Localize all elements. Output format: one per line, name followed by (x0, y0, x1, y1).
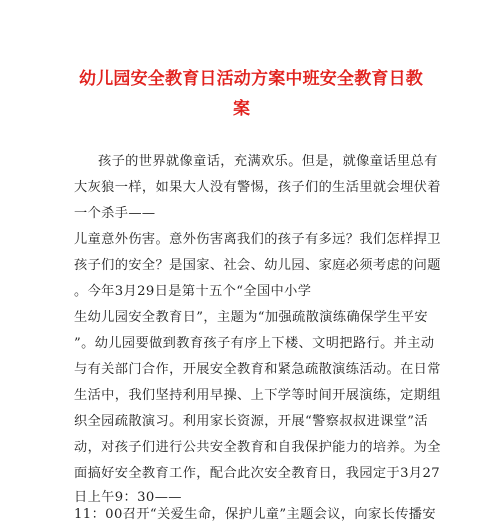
paragraph-line-15: 11：00召开“关爱生命，保护儿童”主题会议，向家长传播安 (74, 507, 436, 522)
paragraph-line-7: 生幼儿园安全教育日”，主题为“加强疏散演练确保学生平安 (74, 310, 428, 325)
paragraph-line-6: 。今年3月29日是第十五个“全国中小学 (74, 284, 312, 299)
paragraph-line-9: 与有关部门合作，开展安全教育和紧急疏散演练活动。在日常 (74, 362, 441, 377)
paragraph-line-3: 一个杀手—— (74, 206, 156, 221)
paragraph-line-12: 动，对孩子们进行公共安全教育和自我保护能力的培养。为全 (74, 440, 441, 455)
document-title-line-2: 案 (233, 99, 251, 119)
paragraph-line-11: 织全园疏散演习。利用家长资源，开展“警察叔叔进课堂”活 (74, 414, 428, 429)
paragraph-line-10: 生活中，我们坚持利用早操、上下学等时间开展演练，定期组 (74, 388, 441, 403)
paragraph-line-1: 孩子的世界就像童话，充满欢乐。但是，就像童话里总有 (98, 154, 438, 169)
document-title-line-1: 幼儿园安全教育日活动方案中班安全教育日教 (79, 69, 423, 89)
paragraph-line-5: 孩子们的安全？是国家、社会、幼儿园、家庭必须考虑的问题 (74, 258, 441, 273)
paragraph-line-2: 大灰狼一样，如果大人没有警惕，孩子们的生活里就会埋伏着 (74, 180, 441, 195)
paragraph-line-14: 日上午9：30—— (74, 490, 182, 505)
paragraph-line-8: ”。幼儿园要做到教育孩子有序上下楼、文明把路行。并主动 (74, 336, 435, 351)
paragraph-line-13: 面搞好安全教育工作，配合此次安全教育日，我园定于3月27 (74, 466, 441, 481)
paragraph-line-4: 儿童意外伤害。意外伤害离我们的孩子有多远？我们怎样捍卫 (74, 232, 441, 247)
